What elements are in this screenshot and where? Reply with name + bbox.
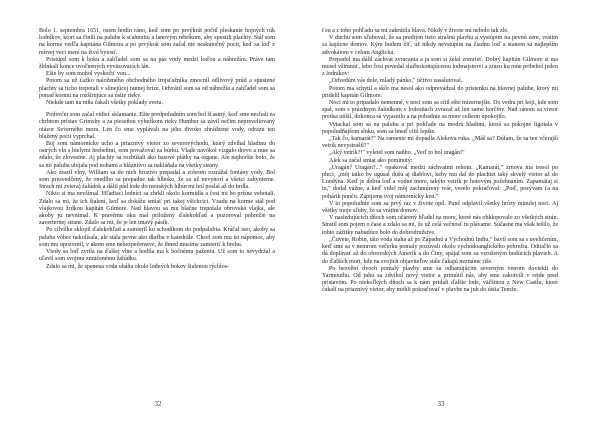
page-number-left: 32 (154, 400, 162, 408)
paragraph: Vytackal som sa na palubu a pri pohľade na modrú hladinu, ktorá sa pokojne ligotala v popoludňajšom slnku, som sa hneď cítil lepšie. (322, 121, 558, 135)
paragraph: Vtedy sa loď zvrtla na ďalšej vlne a hodila ma k bočnému paženiu. Už som to nevydržal a uľavil som svojmu zmučenému žalúdku. (39, 249, 275, 263)
right-page (322, 28, 558, 418)
paragraph: Boj som námornícke ucho a priaznivý vietor zo severovýchodu, ktorý zdvíhal hladinu do ostrých vĺn s bielymi hrebeňmi, som považoval za búrku. Vlade navôkol vízgalo drevo a mne sa zdalo, že zlovestne. Aj plachty sa rozbúšali ako basové plátky na organe. Ale najhoršie bolo, že sa mi paluba ubíjala pod nohami a blázniivo sa nakláňala na všetky strany. (39, 141, 275, 169)
paragraph: Potom ma schytil a skôr ma nesol ako odprevádzal do pristenku na hlavnej palube, ktorý mi pridelil kapitán Gilmore. (322, 85, 558, 99)
paragraph: V to popoludnie som sa prvý raz v živote opil. Punč odplavil všetky hrôzy minulej noci. Aj všetky moje sľuby, že sa vrátim domov. (322, 200, 558, 215)
paragraph: Pristúpil som k boku a zahľadel som sa na pás vody medzi loďou a nábrežím. Práve tam žblnkali konce uvoľnených vyväzovacích lán. (39, 56, 275, 71)
paragraph: Po bezvětrí dvoch pomalý plavby sme sa odhanujúcim severným vetrom doviekli do Yarmouthu. Od juhu sa zdvíhol nový vietor a primútil nás, aby sme zakotvili v rejde pred prístavom. Po niekoľkých dňoch sa k nám pridali ďalšie lode, väčšinou z New Castlu, ktoré čakali na priaznivý vietor, aby mohli pokračovať v plavbe na juh do ústia Temže. (322, 265, 558, 294)
paragraph: Prepadol ma dálil záchvat zvracania a ja som si želal zomrieť. Dobrý kapitán Gilmore si ma musel všimnúť, lebo čosi povedal službokonajúcemu lodmajstrovi a zrazu ku mne pribehol jeden z lodníkov: (322, 56, 558, 78)
paragraph: Zdalo sa mi, že spenená voda uháňa okolo lodných bokov šialenou rýchlos- (46, 263, 230, 270)
page-number-right: 33 (437, 400, 445, 408)
paragraph: Nikto si ma nevšímal. Hľadiaci lodníci sa zbrkli okolo kormidla a čosi mi bo prísne vebotali. Zdalo sa mi, že ich šialení, keď sa dokážu smiať pri takej všichcici. Vzadu na korme stál pod vlajkovou žrdkou kapitán Gilmore. Nad hlavou sa mu blačne trepotala obrovská vlajka, ale akoby ju nevnímal. K pravému oku mal priložený ďalekohľad a pozoroval pobrežie na zaverternej strane. Zdalo sa mi, že je len tmavý pásik. (39, 191, 275, 227)
paragraph: V duchu som sľuboval, že sa predtým tieto strašnú plavbu a vystúpim na pevnú zem, vrátim sa kajúcne domov. Kým budem žiť, už nikdy nevstúpim na žiadnu loď a stanem sa najlepším advokátom v celom Anglicku. (322, 35, 558, 56)
paragraph: Podvečer som začal vidieť sklamanie. Ešte predpoludním som bol šťastný, keď sme nechali za chrbtom prístav Grimsby a za pieseňou výbežkom rieky Humber sa závil nečim nepreveliovaný otázor Severného mora. Len čo sme vyplávali na jeho divoko zhrádzené vody, odrazu ten blažený pocit vyprchal. (39, 112, 275, 140)
paragraph: „Odvedúm vás dole, mladý pánko," účtivo zasalutoval. (329, 78, 463, 85)
paragraph: „Uragán? Uragán?..." opakoval medzi záchvatmi rehotu. „Kamarát," zrnova ma tresol po pleci, „môj tatko by ugúsal dušu aj diablovi, keby mu dal do plachiet taký skvelý vietor až do Londýna. Keď je dobrá loď a vodné more, takýto vetrík je hotovým požehnaním. Zapamätaj si tu," dodal vážne, a keď videl môj zachmúrený tvár, veselo pokračoval: „Poď, pozývam ťa na pohárik punču. Zapijeme tvoj námornícky krst." (322, 164, 558, 200)
paragraph: Ako zrazil vlny, William sa do nich hrozivo prepadal a zobrom rozrážal fontány vody. Bol som presvedčený, že onedlho sa prepadne tak hlboko, že sa už nevynorí a všetci zahynieme. Strach mi zviera) žalúdok a dálil pád lode do morských hlbín mi hol poslal až do hrdla. (39, 169, 275, 191)
paragraph: V nasledujúcich dňoch som očarený hľadel na more, ktoré nás obklopovalo zo všetkých strán. Stratil som pojem o čase a zdalo sa mi, že už celá večnosť tu plávame. Súčasne ma však tešilo, že tohto zážitky nabudúce bolo do dobrodružstve. (322, 215, 558, 236)
paragraph: Po cílvilke sklopil ďalekohľad a zamieril ku schodíkom do podpalubia. Kráčal isto, akoby sa paluba vôbec nekolísala, ale stála pevne ako dlažba v katedrále. Chcel som mu ist nápomoc, aby som mu upozornil, v akom sme nebezpečenstve, že ihned musíme zamieriť k brehu. (39, 227, 275, 248)
left-page (39, 28, 275, 418)
paragraph: „Čuvete, Robin, táto voda siaha až po Západnú a Východnú Indiu," bavil som sa s uveličením, keď sme sa v nemrom večerku pomaly pozúvali okolo východoanglického pobrežia. Odtiaľto sa dá doplávať až do obrovských Amerík a do Číny, spájal som sa vzrušeným budúcich plavieb. A do ďalších mori, kde na svojich objaviteľov stále čakajú neznáme riše. (322, 236, 558, 265)
paragraph: Noci mi to pripadalo nemenné, v noci som sa cítil ešte mizernejšie. Do vedra pri kóji, kde som spal, som s prázdnym žalúdkom v bolestiach zvracal až len samé horčiny. Nad ránom sa vietor predsa utíšil, dokonca sa vyjasnilo a na pobadnie sa more celkom upokojilo. (322, 100, 558, 121)
paragraph: Bolo 1. septembra 1651, osem hodín ráno, keď som po prvýkrát počul pleskanie hojných rúk lodníkov, ktorí sa činili na palube k sťahnutiu a lanovým rebríkom, aby spustili plachty. Stál som na korme vedľa kapitána Gilmora a po prvýkrát som začal nie neskutočný pocit, keď sa loď z mítvej veci mení na živú bytosť. (39, 28, 275, 56)
paragraph: Potom sa už ťažko naloženého obchodného trojsťažníka zmocnil odlivový prúd a spustené plachty sa ticho trepotali v slinejúcej rannej brize. Odvrátil som sa od nábrežia a zahľadel som sa ponad kormu na rozširujúce sa ústie rieky. (39, 78, 275, 99)
paragraph: „Tak čo, kamarát?" Na ramenie mi dopadla Alekova ruka. „Máš sa? Dúfam, že sa ten včerajší vetrík nevystrašil?" (322, 136, 558, 150)
paragraph: Alek sa začal smiat ako pominutý: (329, 157, 413, 164)
paragraph: Ešte by som mohol vyskočiť von... (46, 71, 131, 78)
paragraph: Niekde tam na mňa čakali všetky poklady sveta. (46, 100, 163, 107)
paragraph: „Aký vetrík?!" vyletel som naňho. „Veď to bol uragán!" (329, 150, 465, 157)
paragraph: ťou a z toho pohľadu sa mi zakrútila hlava. Nikdy v živote mi nebolo tak zle. (322, 28, 509, 34)
